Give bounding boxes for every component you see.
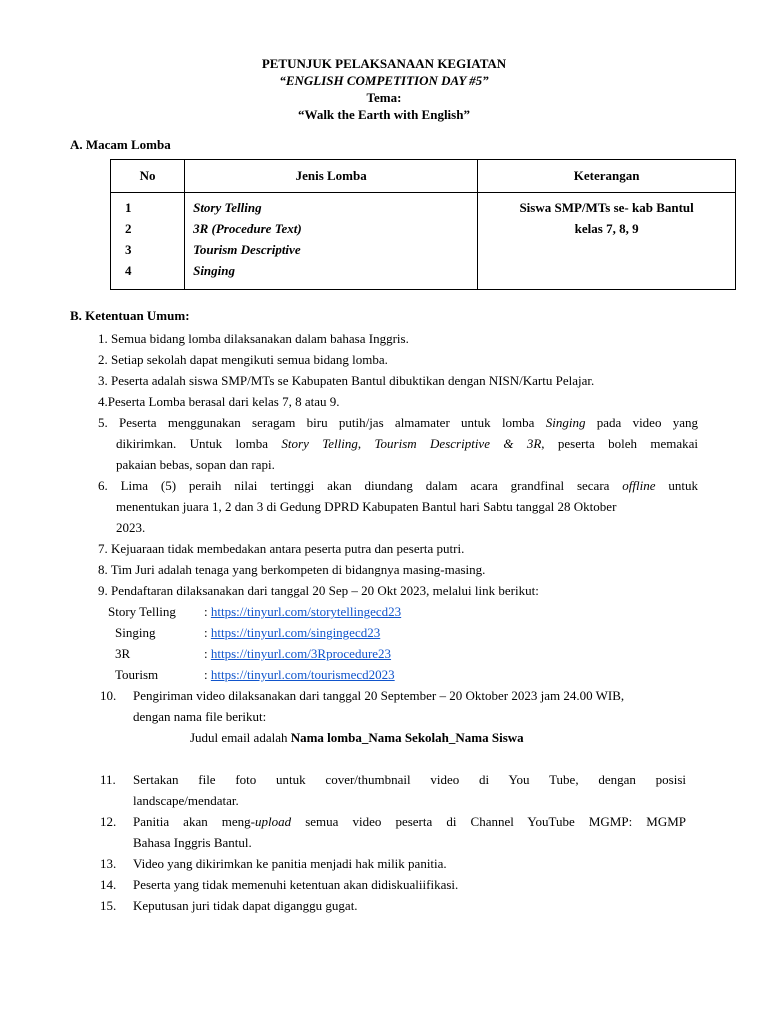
rule-5-text: pada video yang <box>585 415 699 430</box>
rule-5-line-2 <box>116 433 698 454</box>
link-label-tourism: Tourism <box>115 667 159 682</box>
rule-6-italic: offline <box>622 478 656 493</box>
link-separator: : <box>204 625 211 640</box>
rule-14-number: 14. <box>100 877 117 892</box>
competition-type: Tourism Descriptive <box>193 242 301 257</box>
link-3r[interactable]: https://tinyurl.com/3Rprocedure23 <box>210 646 392 661</box>
rule-3: 3. Peserta adalah siswa SMP/MTs se Kabupaten Bantul dibuktikan dengan NISN/Kartu Pelajar. <box>98 373 595 388</box>
rule-11-line-2: landscape/mendatar. <box>133 793 239 808</box>
header-title: PETUNJUK PELAKSANAAN KEGIATAN <box>261 56 507 71</box>
table-header-keterangan: Keterangan <box>478 160 736 193</box>
table-cell-note <box>478 193 736 290</box>
rule-15-number: 15. <box>100 898 117 913</box>
rule-12-text: semua video peserta di Channel YouTube MGMP: MGMP <box>291 814 687 829</box>
link-row-story-telling <box>204 601 401 622</box>
link-label-singing: Singing <box>115 625 156 640</box>
rule-10-line-2: dengan nama file berikut: <box>133 709 267 724</box>
rule-5-italic: Tourism Descriptive & 3R <box>374 436 542 451</box>
link-tourism[interactable]: https://tinyurl.com/tourismecd2023 <box>210 667 395 682</box>
link-row-tourism <box>204 664 395 685</box>
row-number: 2 <box>125 221 132 236</box>
rule-8: 8. Tim Juri adalah tenaga yang berkompeten di bidangnya masing-masing. <box>98 562 486 577</box>
competition-type: Singing <box>193 263 236 278</box>
rule-5-text: , <box>357 436 375 451</box>
row-number: 3 <box>125 242 132 257</box>
header-theme-label: Tema: <box>366 90 402 105</box>
rule-5-text: , peserta boleh memakai <box>541 436 698 451</box>
section-b-title: B. Ketentuan Umum: <box>70 308 190 323</box>
rule-15: Keputusan juri tidak dapat diganggu gugat. <box>133 898 358 913</box>
table-row <box>111 193 736 290</box>
rule-6-line-2: menentukan juara 1, 2 dan 3 di Gedung DPRD Kabupaten Bantul hari Sabtu tanggal 28 Oktober <box>116 499 617 514</box>
rule-13-number: 13. <box>100 856 117 871</box>
rule-12-line-1 <box>133 811 686 832</box>
email-title-label: Judul email adalah <box>190 730 291 745</box>
rule-7: 7. Kejuaraan tidak membedakan antara peserta putra dan peserta putri. <box>98 541 465 556</box>
competition-type: Story Telling <box>193 200 262 215</box>
row-number: 1 <box>125 200 132 215</box>
rule-5-text: 5. Peserta menggunakan seragam biru putih/jas almamater untuk lomba <box>98 415 546 430</box>
note-line-1: Siswa SMP/MTs se- kab Bantul <box>519 200 694 215</box>
rule-10-line-1: Pengiriman video dilaksanakan dari tanggal 20 September – 20 Oktober 2023 jam 24.00 WIB, <box>133 688 625 703</box>
rule-13: Video yang dikirimkan ke panitia menjadi hak milik panitia. <box>133 856 447 871</box>
rule-10-number: 10. <box>100 688 117 703</box>
rule-6-line-3: 2023. <box>116 520 146 535</box>
rule-5-italic: Story Telling <box>281 436 358 451</box>
table-header-row <box>111 160 736 193</box>
rule-14: Peserta yang tidak memenuhi ketentuan akan didiskualiifikasi. <box>133 877 459 892</box>
competition-type: 3R (Procedure Text) <box>193 221 302 236</box>
rule-5-italic: Singing <box>545 415 586 430</box>
link-row-singing <box>204 622 380 643</box>
note-line-2: kelas 7, 8, 9 <box>574 221 639 236</box>
rule-5-line-1 <box>98 412 698 433</box>
link-label-story-telling: Story Telling <box>108 604 176 619</box>
rule-11-line-1: Sertakan file foto untuk cover/thumbnail video di You Tube, dengan posisi <box>133 772 686 787</box>
rule-12-text: Panitia akan meng- <box>133 814 256 829</box>
rule-5-line-3: pakaian bebas, sopan dan rapi. <box>116 457 275 472</box>
rule-2: 2. Setiap sekolah dapat mengikuti semua bidang lomba. <box>98 352 388 367</box>
table-cell-types <box>185 193 478 290</box>
section-a-title: A. Macam Lomba <box>70 137 171 152</box>
rule-6-text: untuk <box>655 478 698 493</box>
row-number: 4 <box>125 263 132 278</box>
rule-4: 4.Peserta Lomba berasal dari kelas 7, 8 atau 9. <box>98 394 340 409</box>
link-row-3r <box>204 643 391 664</box>
link-separator: : <box>204 604 211 619</box>
rule-12-number: 12. <box>100 814 117 829</box>
document-header <box>0 55 768 123</box>
rule-5-text: dikirimkan. Untuk lomba <box>116 436 282 451</box>
rule-12-line-2: Bahasa Inggris Bantul. <box>133 835 252 850</box>
link-separator: : <box>204 646 211 661</box>
header-theme: “Walk the Earth with English” <box>298 107 470 122</box>
competition-table <box>110 159 736 290</box>
rule-6-line-1 <box>98 475 698 496</box>
header-event-name: “ENGLISH COMPETITION DAY #5” <box>279 73 489 88</box>
email-title-format: Nama lomba_Nama Sekolah_Nama Siswa <box>290 730 524 745</box>
rule-1: 1. Semua bidang lomba dilaksanakan dalam bahasa Inggris. <box>98 331 409 346</box>
rule-6-text: 6. Lima (5) peraih nilai tertinggi akan diundang dalam acara grandfinal secara <box>98 478 623 493</box>
link-label-3r: 3R <box>115 646 131 661</box>
link-singing[interactable]: https://tinyurl.com/singingecd23 <box>210 625 381 640</box>
rule-11-number: 11. <box>100 772 116 787</box>
table-cell-numbers <box>111 193 185 290</box>
table-header-jenis: Jenis Lomba <box>185 160 478 193</box>
rule-9: 9. Pendaftaran dilaksanakan dari tanggal 20 Sep – 20 Okt 2023, melalui link berikut: <box>98 583 539 598</box>
link-story-telling[interactable]: https://tinyurl.com/storytellingecd23 <box>210 604 402 619</box>
rule-12-italic: upload <box>255 814 292 829</box>
rule-10-line-3 <box>190 727 524 748</box>
link-separator: : <box>204 667 211 682</box>
table-header-no: No <box>111 160 185 193</box>
